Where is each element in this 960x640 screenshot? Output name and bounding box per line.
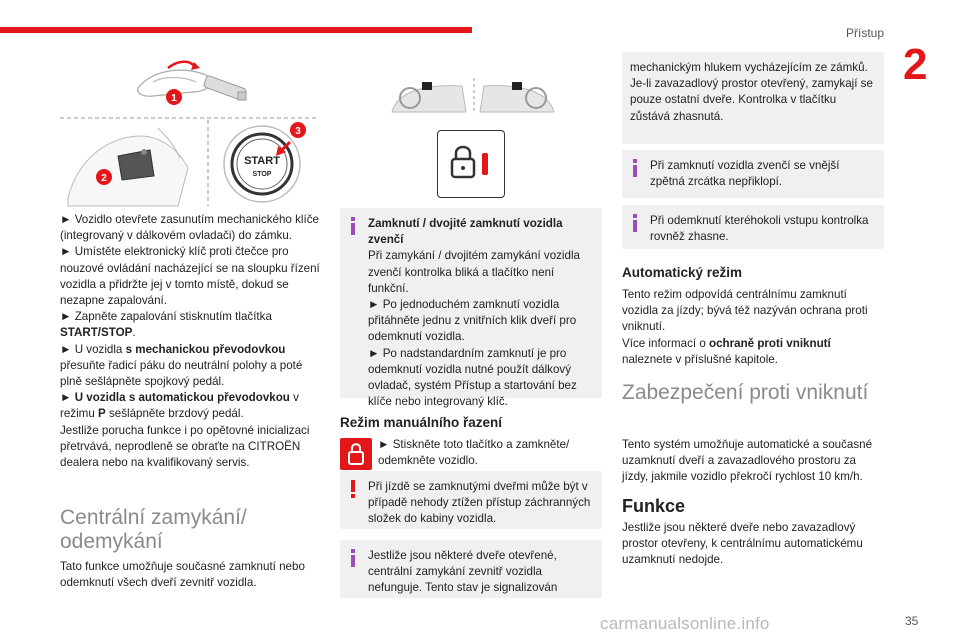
info-icon: [346, 549, 360, 567]
page-number: 35: [905, 614, 919, 628]
hand-with-key-graphic: [68, 128, 188, 206]
function-text: Jestliže jsou některé dveře nebo zavazadlový prostor otevřeny, k centrálnímu automatickému uzamknutí nedojde.: [622, 521, 863, 567]
info-box-external-lock: Zamknutí / dvojité zamknutí vozidla zvenčí Při zamykání / dvojitém zamykání vozidla zvenčí kontrolka bliká a tlačítko není funkční. ► Po jednoduchém zamknutí vozidla přitáhněte jednu z vnitřních klik dveří pro odemknutí vozidla. ► Po nadstandardním zamknutí je pro odemknutí vozidla nutné použít dálkový ovladač, systém Přístup a startování bez klíče nebo integrovaný klíč.: [340, 208, 602, 398]
instruction-line: ► U vozidla s mechanickou převodovkou přesuňte řadicí páku do neutrální polohy a poté plně sešlápněte spojkový pedál.: [60, 342, 303, 389]
stop-label: STOP: [252, 171, 272, 178]
start-label: START: [244, 155, 280, 167]
start-stop-button-graphic: [224, 126, 300, 202]
red-lock-icon: [340, 438, 372, 470]
warning-icon: [346, 480, 360, 498]
section-title-manual-mode: Režim manuálního řazení: [340, 415, 503, 430]
security-text: Tento systém umožňuje automatické a současné uzamknutí dveří a zavazadlového prostoru za jízdy, jakmile vozidlo překročí rychlost 10 km/h.: [622, 438, 873, 484]
info-box-indicator: Při odemknutí kteréhokoli vstupu kontrolka rovněž zhasne.: [622, 205, 884, 249]
info-icon: [346, 217, 360, 235]
instruction-line: ► U vozidla s automatickou převodovkou v režimu P sešlápněte brzdový pedál.: [60, 391, 299, 421]
start-stop-label: START/STOP: [60, 326, 133, 340]
chapter-number: 2: [903, 40, 928, 89]
header-red-bar: [0, 27, 472, 33]
section-title-function: Funkce: [622, 496, 686, 516]
lock-button-panel: [437, 130, 505, 198]
mechanical-key-graphic: [203, 75, 247, 101]
padlock-icon: [340, 438, 372, 470]
manual-mode-instruction: ► Stiskněte toto tlačítko a zamkněte/ odemkněte vozidlo.: [378, 438, 570, 468]
lock-icon: [438, 131, 504, 197]
central-locking-description: Tato funkce umožňuje současné zamknutí nebo odemknutí všech dveří zevnitř vozidla.: [60, 560, 305, 590]
callout-1: 1: [171, 93, 177, 104]
callout-2: 2: [101, 173, 107, 184]
failure-note: Jestliže porucha funkce i po opětovné inicializaci přetrvává, neprodleně se obraťte na CITROËN dealera nebo na kvalifikovaný servis.: [60, 423, 310, 470]
info-box-doors-open: Jestliže jsou některé dveře otevřené, centrální zamykání zevnitř vozidla nefunguje. Tento stav je signalizován: [340, 540, 602, 598]
automatic-mode-text: Tento režim odpovídá centrálnímu zamknutí vozidla za jízdy; bývá též nazýván ochrana proti vniknutí. Více informací o ochraně proti vniknutí naleznete v příslušné kapitole.: [622, 288, 868, 366]
info-icon: [628, 214, 642, 232]
warning-box: Při jízdě se zamknutými dveřmi může být v případě nehody ztížen přístup záchranných složek do kabiny vozidla.: [340, 471, 602, 529]
instruction-line: ► Vozidlo otevřete zasunutím mechanického klíče (integrovaný v dálkovém ovladači) do zámku.: [60, 213, 319, 243]
callout-3: 3: [295, 126, 301, 137]
section-title-security: Zabezpečení proti vniknutí: [622, 381, 869, 404]
section-title-automatic-mode: Automatický režim: [622, 265, 743, 280]
steering-illustration: [388, 76, 558, 116]
led-indicator: [482, 153, 488, 175]
key-illustration: [58, 58, 328, 208]
watermark: carmanualsonline.info: [600, 614, 770, 633]
instruction-line: ► Zapněte zapalování stisknutím tlačítka START/STOP.: [60, 310, 272, 340]
info-box-continued: mechanickým hlukem vycházejícím ze zámků. Je-li zavazadlový prostor otevřený, zamykají se pouze ostatní dveře. Kontrolka v tlačítku zůstává zhasnutá.: [622, 52, 884, 144]
header-title: Přístup: [846, 26, 885, 40]
info-box-mirrors: Při zamknutí vozidla zvenčí se vnější zpětná zrcátka nepřiklopí.: [622, 150, 884, 198]
instruction-line: ► Umístěte elektronický klíč proti čtečce pro nouzové ovládání nacházející se na sloupku řízení vozidla a přidržte jej v tomto místě, dokud se nezapne zapalování.: [60, 245, 320, 308]
column-1-instructions: [60, 212, 322, 471]
section-title-central-locking: Centrální zamykání/ odemykání: [60, 506, 247, 553]
info-icon: [628, 159, 642, 177]
